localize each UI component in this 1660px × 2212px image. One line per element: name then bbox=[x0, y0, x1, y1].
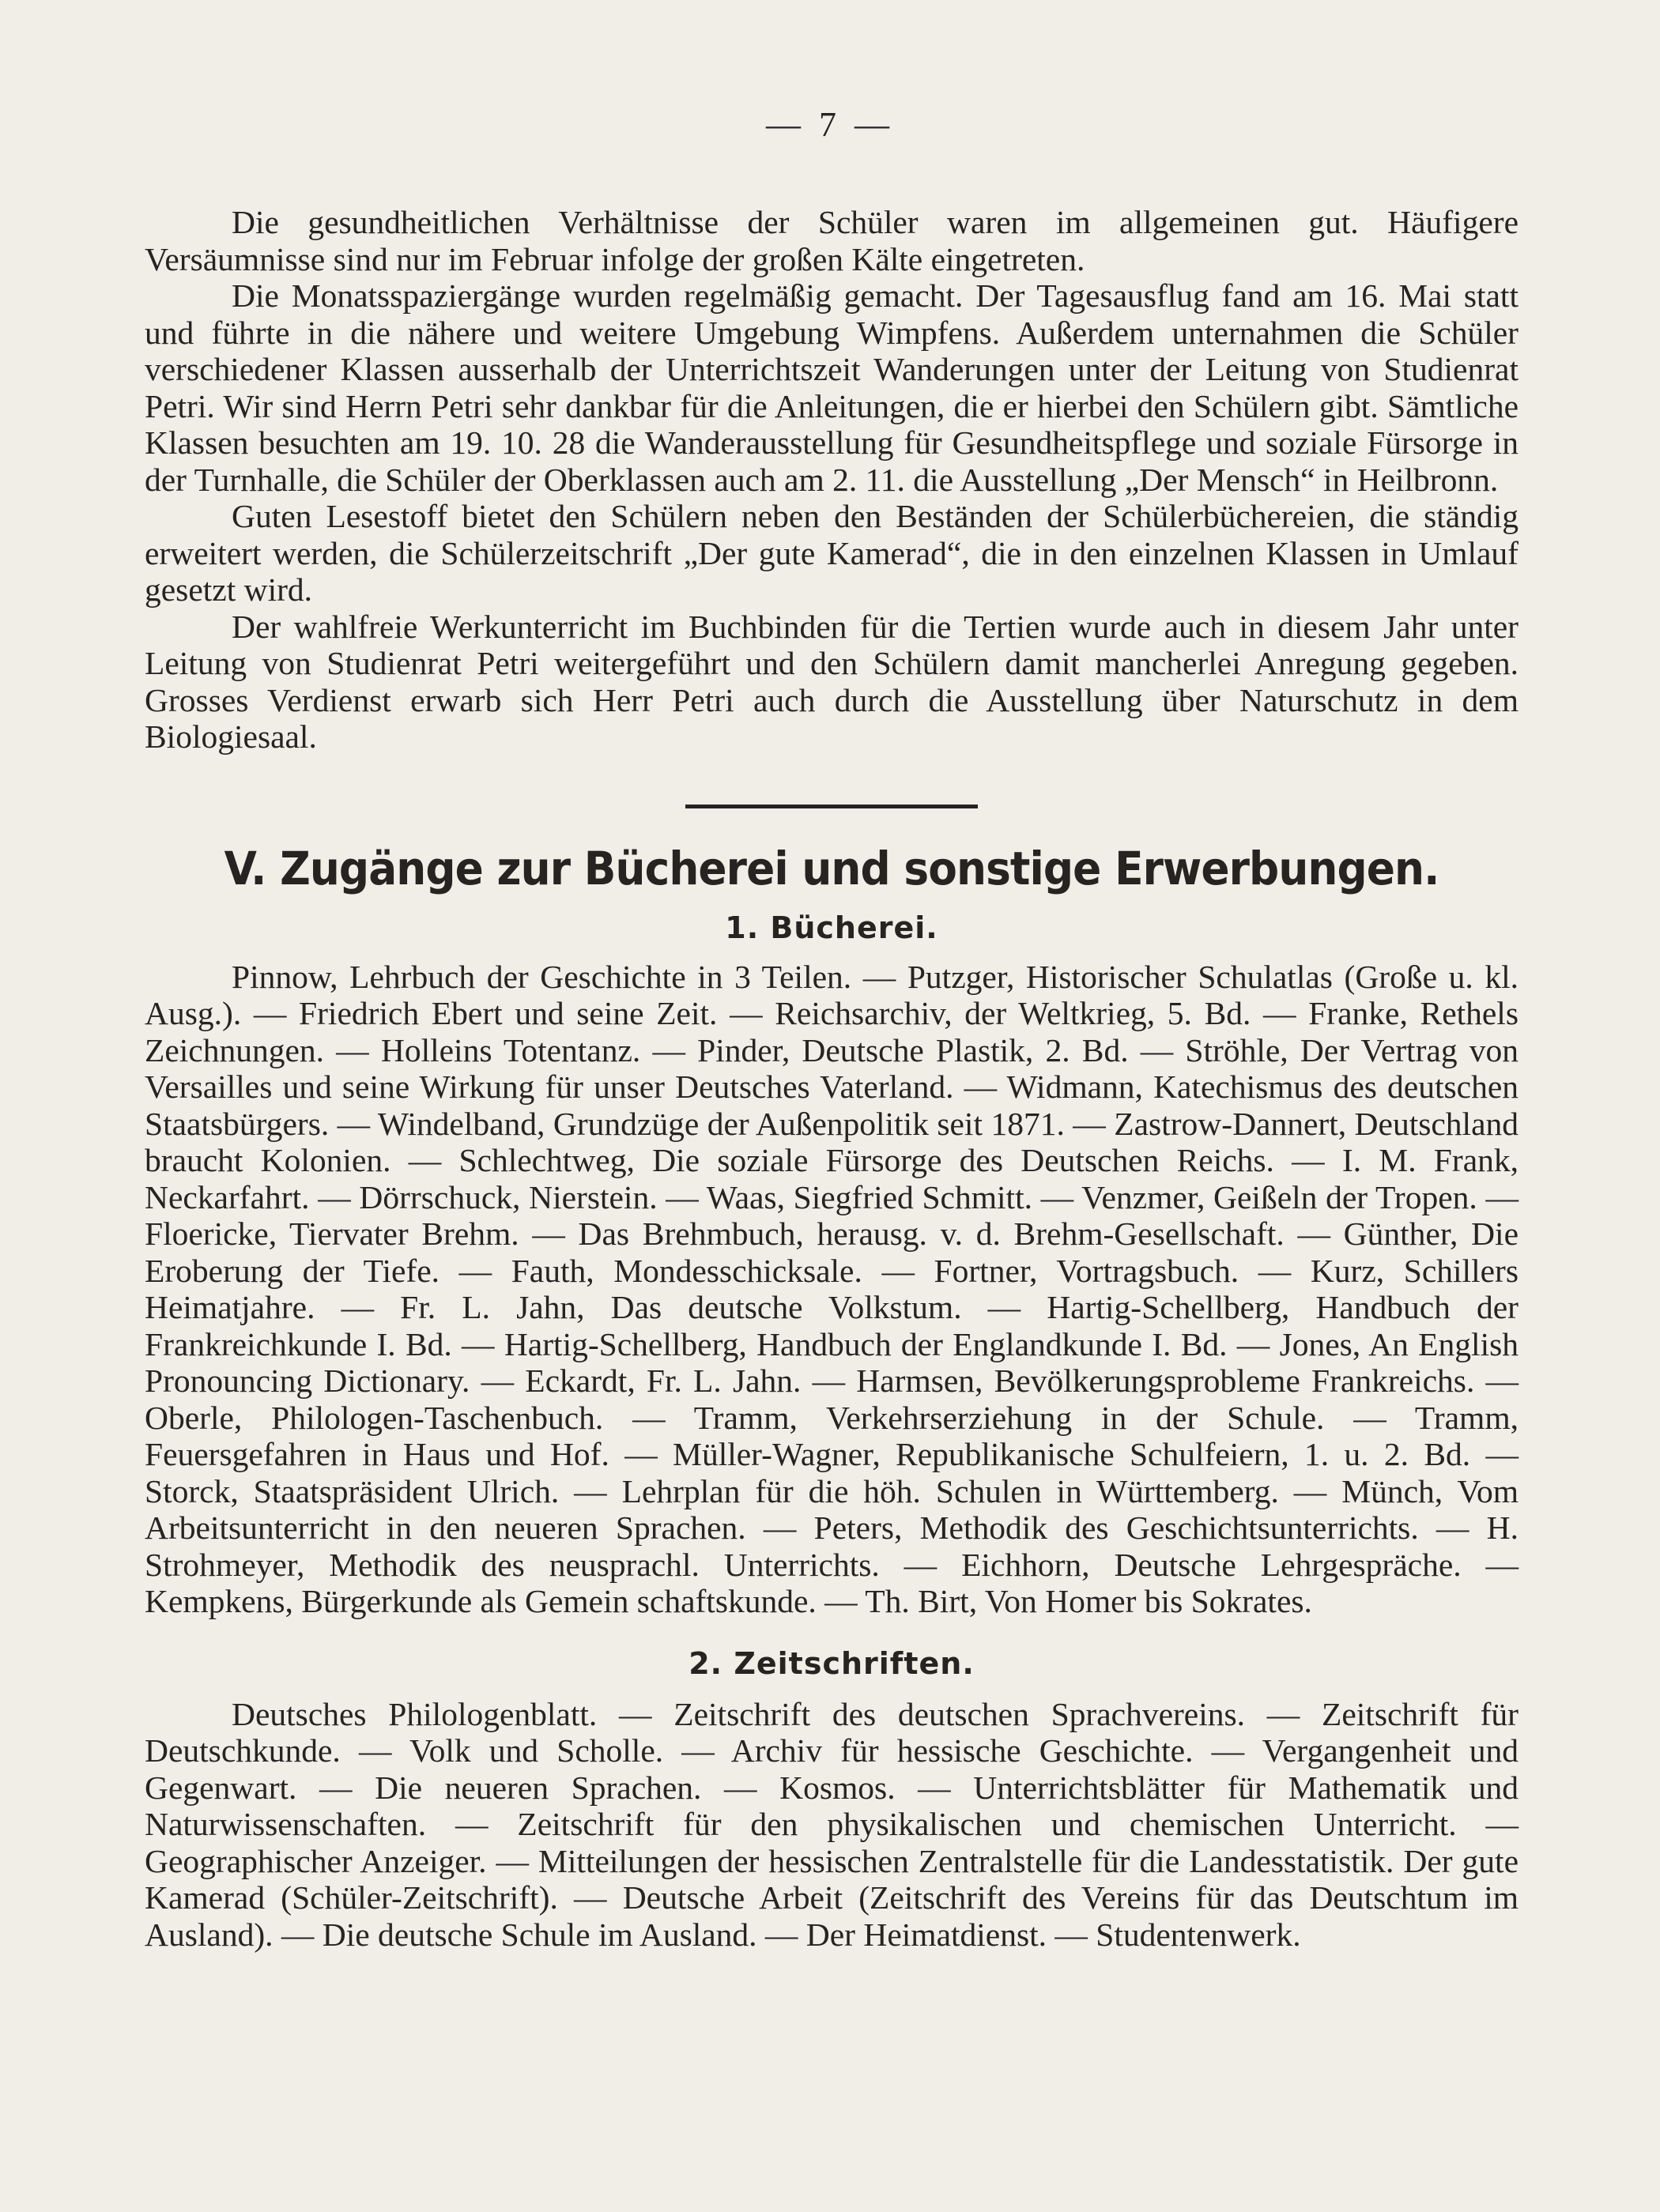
periodicals-list: Deutsches Philologenblatt. — Zeitschrift des deutschen Sprachvereins. — Zeitschrift für Deutschkunde. — Volk und Scholle. — Archiv für hessische Geschichte. — Vergangenheit und Gegenwart. — Die neueren Sprachen. — Kosmos. — Unterrichtsblätter für Mathematik und Naturwissenschaften. — Zeitschrift für den physikalischen und chemischen Unterricht. — Geographischer Anzeiger. — Mitteilungen der hessischen Zentralstelle für die Landesstatistik. Der gute Kamerad (Schüler-Zeitschrift). — Deutsche Arbeit (Zeitschrift des Vereins für das Deutschtum im Ausland). — Die deutsche Schule im Ausland. — Der Heimatdienst. — Studentenwerk. bbox=[145, 1695, 1519, 1953]
paragraph-reading: Guten Lesestoff bietet den Schülern neben den Beständen der Schülerbüchereien, die ständig erweitert werden, die Schülerzeitschrift „Der gute Kamerad“, die in den einzelnen Klassen in Umlauf gesetzt wird. bbox=[145, 498, 1519, 608]
paragraph-health: Die gesundheitlichen Verhältnisse der Schüler waren im allgemeinen gut. Häufigere Versäumnisse sind nur im Februar infolge der großen Kälte eingetreten. bbox=[145, 204, 1519, 277]
section-heading: V. Zugänge zur Bücherei und sonstige Erwerbungen. bbox=[224, 841, 1439, 895]
library-acquisitions-list: Pinnow, Lehrbuch der Geschichte in 3 Teilen. — Putzger, Historischer Schulatlas (Große u. kl. Ausg.). — Friedrich Ebert und seine Zeit. — Reichsarchiv, der Weltkrieg, 5. Bd. — Franke, Rethels Zeichnungen. — Holleins Totentanz. — Pinder, Deutsche Plastik, 2. Bd. — Ströhle, Der Vertrag von Versailles und seine Wirkung für unser Deutsches Vaterland. — Widmann, Katechismus des deutschen Staatsbürgers. — Windelband, Grundzüge der Außenpolitik seit 1871. — Zastrow-Dannert, Deutschland braucht Kolonien. — Schlechtweg, Die soziale Fürsorge des Deutschen Reichs. — I. M. Frank, Neckarfahrt. — Dörrschuck, Nierstein. — Waas, Siegfried Schmitt. — Venzmer, Geißeln der Tropen. — Floericke, Tiervater Brehm. — Das Brehmbuch, herausg. v. d. Brehm-Gesellschaft. — Günther, Die Eroberung der Tiefe. — Fauth, Mondesschicksale. — Fortner, Vortragsbuch. — Kurz, Schillers Heimatjahre. — Fr. L. Jahn, Das deutsche Volkstum. — Hartig-Schellberg, Handbuch der Frankreichkunde I. Bd. — Hartig-Schellberg, Handbuch der Englandkunde I. Bd. — Jones, An English Pronouncing Dictionary. — Eckardt, Fr. L. Jahn. — Harmsen, Bevölkerungsprobleme Frankreichs. — Oberle, Philologen-Taschenbuch. — Tramm, Verkehrserziehung in der Schule. — Tramm, Feuersgefahren in Haus und Hof. — Müller-Wagner, Republikanische Schulfeiern, 1. u. 2. Bd. — Storck, Staatspräsident Ulrich. — Lehrplan für die höh. Schulen in Württemberg. — Münch, Vom Arbeitsunterricht in den neueren Sprachen. — Peters, Methodik des Geschichtsunterrichts. — H. Strohmeyer, Methodik des neusprachl. Unterrichts. — Eichhorn, Deutsche Lehrgespräche. — Kempkens, Bürgerkunde als Gemein schaftskunde. — Th. Birt, Von Homer bis Sokrates. bbox=[145, 958, 1519, 1619]
section-divider bbox=[685, 805, 978, 808]
subheading-library: 1. Bücherei. bbox=[725, 910, 938, 945]
subheading-periodicals: 2. Zeitschriften. bbox=[689, 1645, 975, 1681]
paragraph-workshop: Der wahlfreie Werkunterricht im Buchbinden für die Tertien wurde auch in diesem Jahr unter Leitung von Studienrat Petri weitergeführt und den Schülern damit mancherlei Anregung gegeben. Grosses Verdienst erwarb sich Herr Petri auch durch die Ausstellung über Naturschutz in dem Biologiesaal. bbox=[145, 608, 1519, 755]
page-number: — 7 — bbox=[766, 105, 894, 144]
page-body bbox=[145, 204, 1519, 1953]
paragraph-excursions: Die Monatsspaziergänge wurden regelmäßig gemacht. Der Tagesausflug fand am 16. Mai statt und führte in die nähere und weitere Umgebung Wimpfens. Außerdem unternahmen die Schüler verschiedener Klassen ausserhalb der Unterrichtszeit Wanderungen unter der Leitung von Studienrat Petri. Wir sind Herrn Petri sehr dankbar für die Anleitungen, die er hierbei den Schülern gibt. Sämtliche Klassen besuchten am 19. 10. 28 die Wanderausstellung für Gesundheitspflege und soziale Fürsorge in der Turnhalle, die Schüler der Oberklassen auch am 2. 11. die Ausstellung „Der Mensch“ in Heilbronn. bbox=[145, 277, 1519, 498]
